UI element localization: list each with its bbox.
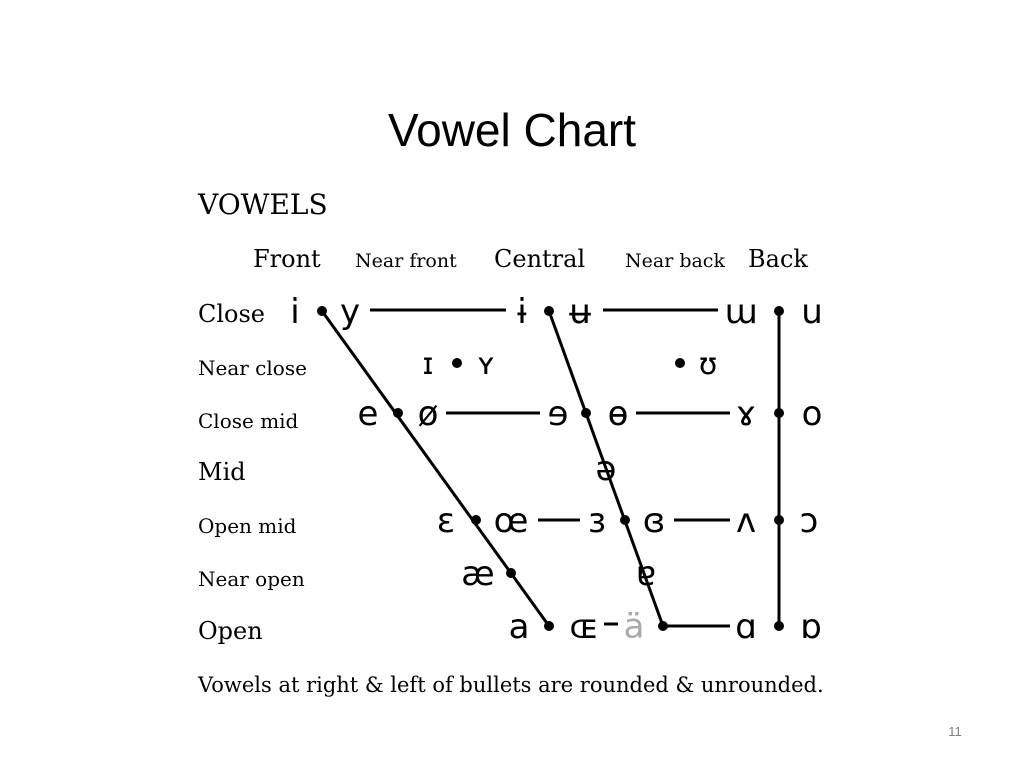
page-number: 11 (948, 724, 962, 739)
vowel-open-front-unrounded: a (508, 607, 530, 647)
row-label-mid: Mid (198, 458, 246, 486)
vowel-open-back-rounded: ɒ (800, 607, 822, 647)
row-label-open: Open (198, 617, 263, 645)
bullet-open-mid-back (774, 515, 784, 525)
front-edge-line (322, 311, 549, 626)
bullet-near-open-front (506, 568, 516, 578)
chart-heading: VOWELS (198, 188, 328, 221)
vowel-near-open-central: ɐ (635, 554, 657, 594)
bullet-close-front (317, 306, 327, 316)
column-label-back: Back (748, 245, 808, 273)
column-label-central: Central (494, 245, 586, 273)
column-label-front: Front (253, 245, 321, 273)
vowel-mid-central: ə (595, 449, 617, 489)
vowel-open-front-rounded: ɶ (569, 607, 599, 647)
bullet-close-mid-front (393, 408, 403, 418)
bullet-near-close-back (675, 358, 685, 368)
vowel-open-mid-central-unrounded: ɜ (587, 501, 607, 541)
vowel-open-mid-front-rounded: œ (493, 501, 529, 541)
vowel-open-central: ä (623, 607, 645, 647)
bullet-close-mid-back (774, 408, 784, 418)
chart-footnote: Vowels at right & left of bullets are rounded & unrounded. (198, 673, 824, 697)
vowel-close-mid-front-unrounded: e (357, 394, 379, 434)
row-label-close-mid: Close mid (198, 409, 299, 433)
vowel-close-central-rounded: ʉ (569, 292, 591, 332)
bullet-close-back (774, 306, 784, 316)
vowel-close-back-unrounded: ɯ (724, 292, 758, 332)
bullet-open-back (774, 621, 784, 631)
bullet-open-mid-front (471, 515, 481, 525)
vowel-near-open-front: æ (461, 554, 495, 594)
vowel-open-mid-back-unrounded: ʌ (735, 501, 757, 541)
row-label-open-mid: Open mid (198, 514, 297, 538)
vowel-close-front-rounded: y (339, 292, 361, 332)
vowel-close-mid-central-unrounded: ɘ (547, 394, 569, 434)
vowel-close-central-unrounded: ɨ (517, 292, 527, 332)
row-label-close: Close (198, 300, 266, 328)
vowel-close-front-unrounded: i (290, 292, 300, 332)
vowel-close-mid-back-rounded: o (801, 394, 823, 434)
bullet-open-front (544, 621, 554, 631)
row-label-near-close: Near close (198, 356, 307, 380)
vowel-near-close-front-rounded: ʏ (476, 347, 496, 382)
bullet-near-close-front (452, 358, 462, 368)
vowel-close-mid-back-unrounded: ɤ (735, 394, 757, 434)
row-label-near-open: Near open (198, 567, 305, 591)
column-label-near-front: Near front (355, 250, 457, 272)
column-label-near-back: Near back (625, 250, 725, 272)
bullet-open-mid-central (620, 515, 630, 525)
vowel-near-close-back-rounded: ʊ (698, 347, 718, 382)
bullet-open-central (658, 621, 668, 631)
vowel-close-mid-central-rounded: ɵ (607, 394, 629, 434)
vowel-open-mid-front-unrounded: ɛ (436, 501, 456, 541)
vowel-open-mid-central-rounded: ɞ (642, 501, 666, 541)
vowel-close-mid-front-rounded: ø (417, 394, 439, 434)
bullet-close-mid-central (581, 408, 591, 418)
vowel-open-mid-back-rounded: ɔ (799, 501, 819, 541)
slide-title: Vowel Chart (387, 104, 636, 156)
vowel-close-back-rounded: u (801, 292, 823, 332)
vowel-open-back-unrounded: ɑ (735, 607, 757, 647)
vowel-near-close-front-unrounded: ɪ (422, 347, 434, 382)
bullet-close-central (544, 306, 554, 316)
